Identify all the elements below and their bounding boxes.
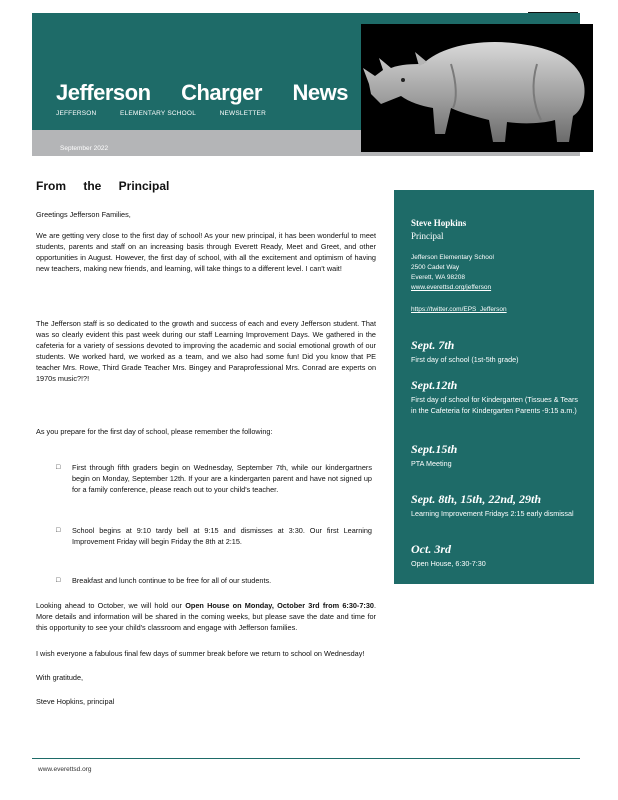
issue-date: September 2022 <box>60 145 109 152</box>
school-street: 2500 Cadet Way <box>411 264 460 271</box>
paragraph-1: We are getting very close to the first day of school! As your new principal, it has been wonderful to meet students, parents and staff on an increasing basis through Everett Ready, Meet and Greet, and other opportunities in August. However, the first day of school, with all the excitement and optimism of having new teachers, making new friends, and learning, will take things to a different level. I can't wait! <box>36 231 376 273</box>
newsletter-title <box>56 80 348 106</box>
event-description: Open House, 6:30-7:30 <box>411 559 486 568</box>
event-date: Sept. 7th <box>411 338 455 352</box>
paragraph-4-end: . More details and information will be shared in the coming weeks, but please save the date and time for this opportunity to see your child's classroom and engage with Jefferson families. <box>36 601 376 632</box>
event-date: Oct. 3rd <box>411 542 451 556</box>
principal-name: Steve Hopkins <box>411 218 467 228</box>
paragraph-2: The Jefferson staff is so dedicated to the growth and success of each and every Jefferson student. That was so clearly evident this past week during our staff Learning Improvement Days. We gathered in the cafeteria for a variety of sessions devoted to improving the academic and social emotional growth of our students. We worked hard, we worked as a team, and we also had some fun! Did you know that PE teacher Mrs. Rowe, Third Grade Teacher Mrs. Bingey and Paraprofessional Mrs. Conrad are experts on 1970s music?!?! <box>36 319 376 383</box>
twitter-link[interactable]: https://twitter.com/EPS_Jefferson <box>411 306 507 313</box>
event-description: First day of school for Kindergarten (Tissues & Tears in the Cafeteria for Kindergarten Parents -9:15 a.m.) <box>411 395 578 415</box>
checkbox-bullet-icon: □ <box>56 527 61 534</box>
bullet-text-2: School begins at 9:10 tardy bell at 9:15 and dismisses at 3:30. Our first Learning Improvement Friday will begin Friday the 8th at 2:15. <box>72 526 372 546</box>
subtitle-word-1: JEFFERSON <box>56 110 97 117</box>
article-heading: From the Principal <box>36 179 170 193</box>
school-city: Everett, WA 98208 <box>411 274 465 281</box>
subtitle-word-2: ELEMENTARY SCHOOL <box>120 110 197 117</box>
newsletter-subtitle <box>56 110 266 117</box>
school-website-link[interactable]: www.everettsd.org/jefferson <box>411 284 492 291</box>
school-name: Jefferson Elementary School <box>411 254 494 261</box>
checkbox-bullet-icon: □ <box>56 577 61 584</box>
greeting: Greetings Jefferson Families, <box>36 210 131 219</box>
checkbox-bullet-icon: □ <box>56 464 61 471</box>
rhino-image <box>361 24 593 152</box>
paragraph-4 <box>36 600 376 633</box>
subtitle-word-3: NEWSLETTER <box>219 110 266 117</box>
title-word-3: News <box>292 80 348 105</box>
title-word-1: Jefferson <box>56 80 151 105</box>
open-house-highlight: Open House on Monday, October 3rd from 6:30-7:30 <box>185 601 374 610</box>
event-description: PTA Meeting <box>411 459 452 468</box>
footer-url: www.everettsd.org <box>38 766 92 773</box>
principal-title: Principal <box>411 231 444 241</box>
footer-rule <box>32 758 580 759</box>
event-date: Sept.15th <box>411 442 458 456</box>
closing: With gratitude, <box>36 673 84 682</box>
paragraph-5: I wish everyone a fabulous final few days of summer break before we return to school on Wednesday! <box>36 649 365 658</box>
bullet-text-3: Breakfast and lunch continue to be free for all of our students. <box>72 576 272 585</box>
paragraph-3: As you prepare for the first day of school, please remember the following: <box>36 427 273 436</box>
signature: Steve Hopkins, principal <box>36 697 115 706</box>
event-date: Sept. 8th, 15th, 22nd, 29th <box>411 492 542 506</box>
bullet-text-1: First through fifth graders begin on Wednesday, September 7th, while our kindergartners begin on Monday, September 12th. If your are a kindergarten parent and have not signed up for a family conference, please reach out to your child's teacher. <box>72 463 372 494</box>
event-date: Sept.12th <box>411 378 458 392</box>
event-description: First day of school (1st-5th grade) <box>411 355 519 364</box>
paragraph-4-start: Looking ahead to October, we will hold our <box>36 601 186 610</box>
title-word-2: Charger <box>181 80 262 105</box>
event-description: Learning Improvement Fridays 2:15 early dismissal <box>411 509 574 518</box>
sidebar <box>394 190 594 584</box>
rhino-icon <box>361 24 593 152</box>
